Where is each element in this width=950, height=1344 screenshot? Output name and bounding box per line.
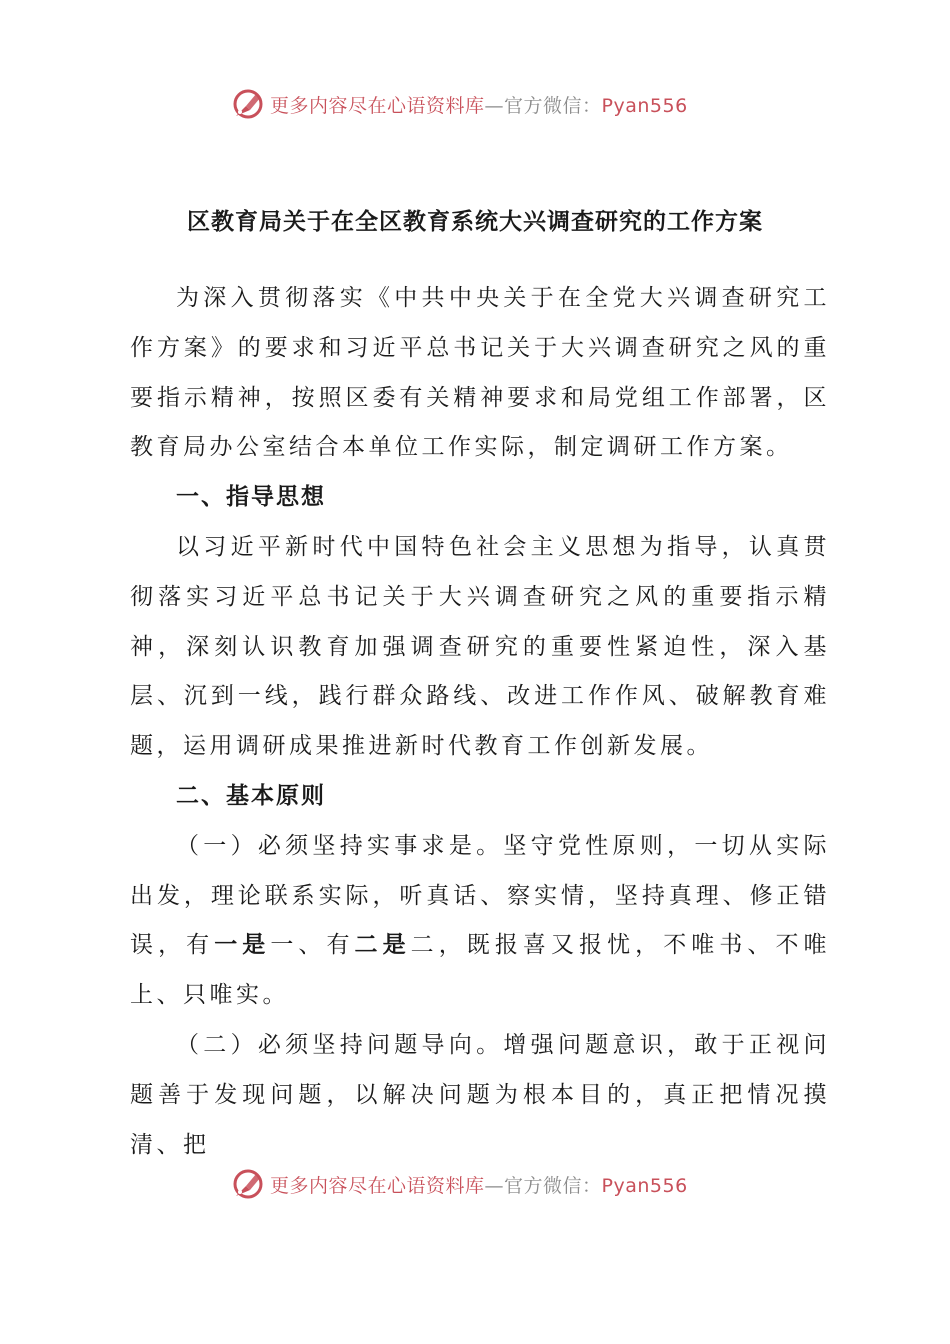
section-heading-guiding-ideology: 一、指导思想 [176, 484, 326, 511]
banner-text [270, 91, 688, 118]
intro-paragraph: 为深入贯彻落实《中共中央关于在全党大兴调查研究工作方案》的要求和习近平总书记关于大兴调查研究之风的重要指示精神，按照区委有关精神要求和局党组工作部署，区教育局办公室结合本单位工作实际，制定调研工作方案。 [130, 285, 830, 461]
principle-1-text-d: 二，既报喜又报忧，不唯书、不唯上、只唯实。 [130, 932, 830, 1009]
pen-nib-logo-icon [230, 1166, 266, 1202]
banner-text [270, 1171, 688, 1198]
header-watermark-banner [230, 84, 750, 124]
principle-1-bold-2: 二是 [354, 932, 411, 959]
banner-wechat-id: Pyan556 [601, 94, 688, 117]
footer-watermark-banner [230, 1164, 750, 1204]
guiding-ideology-paragraph: 以习近平新时代中国特色社会主义思想为指导，认真贯彻落实习近平总书记关于大兴调查研究之风的重要指示精神，深刻认识教育加强调查研究的重要性紧迫性，深入基层、沉到一线，践行群众路线、改进工作作风、破解教育难题，运用调研成果推进新时代教育工作创新发展。 [130, 533, 830, 760]
section-heading-basic-principles: 二、基本原则 [176, 782, 326, 809]
principle-1-paragraph [130, 822, 830, 1021]
document-title: 区教育局关于在全区教育系统大兴调查研究的工作方案 [187, 209, 763, 235]
banner-wechat-id: Pyan556 [601, 1174, 688, 1197]
banner-wechat-label: 官方微信： [504, 1174, 602, 1197]
principle-1-bold-1: 一是 [214, 932, 271, 959]
banner-wechat-label: 官方微信： [504, 94, 602, 117]
principle-1-text-a: （一）必须坚持实事求是。坚守党性原则，一切从实际出发，理论联系实际，听真话、察实情，坚持真理、修正错误，有 [130, 832, 830, 959]
banner-main-text: 更多内容尽在心语资料库 [270, 94, 485, 117]
principle-2-paragraph: （二）必须坚持问题导向。增强问题意识，敢于正视问题善于发现问题，以解决问题为根本目的，真正把情况摸清、把 [130, 1031, 830, 1158]
banner-separator: — [484, 94, 505, 117]
principle-1-text-c: 一、有 [270, 932, 355, 959]
pen-nib-logo-icon [230, 86, 266, 122]
banner-main-text: 更多内容尽在心语资料库 [270, 1174, 485, 1197]
banner-separator: — [484, 1174, 505, 1197]
document-body [130, 274, 830, 1170]
